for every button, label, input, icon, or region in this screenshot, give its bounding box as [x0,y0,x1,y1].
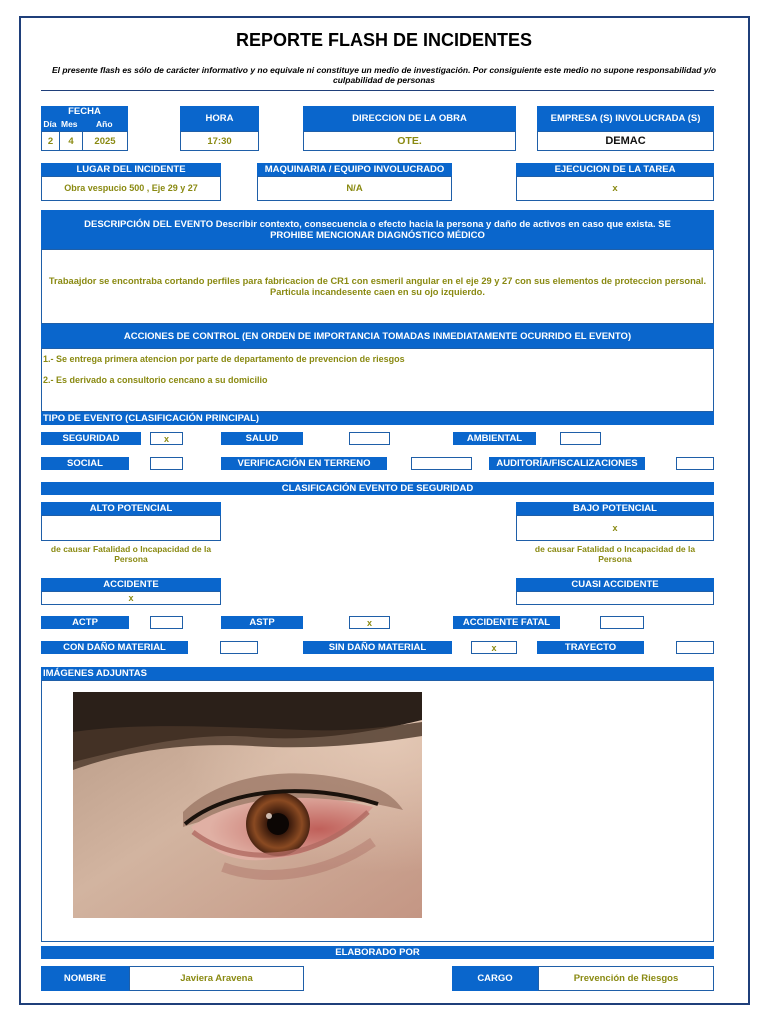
lugar-header: LUGAR DEL INCIDENTE [41,163,221,176]
maquinaria-header: MAQUINARIA / EQUIPO INVOLUCRADO [257,163,452,176]
alto-potencial-note: de causar Fatalidad o Incapacidad de la Persona [50,544,212,564]
fecha-mes-value: 4 [68,135,74,147]
bajo-potencial-note: de causar Fatalidad o Incapacidad de la Persona [534,544,696,564]
bajo-potencial-box[interactable] [516,515,714,541]
injured-eye-photo [73,692,422,918]
report-title: REPORTE FLASH DE INCIDENTES [235,30,533,50]
seguridad-mark: x [163,433,169,444]
verificacion-checkbox[interactable] [411,457,472,470]
alto-potencial-label: ALTO POTENCIAL [41,502,221,515]
fecha-dia-label: Día [41,117,59,131]
verificacion-mark [412,458,471,469]
direccion-value: OTE. [397,134,422,147]
cargo-value: Prevención de Riesgos [573,973,679,984]
con-dano-material-label: CON DAÑO MATERIAL [41,641,188,654]
astp-checkbox[interactable] [349,616,390,629]
ambiental-checkbox[interactable] [560,432,601,445]
cuasi-accidente-mark [517,592,713,604]
social-mark [151,458,182,469]
astp-label: ASTP [221,616,303,629]
seguridad-label: SEGURIDAD [41,432,141,445]
descripcion-text: Trabaajdor se encontraba cortando perfiles para fabricacion de CR1 con esmeril angular en el eje 29 y 27 con sus elementos de proteccion personal. Particula incandesente caen en su ojo izquierdo. [48,275,707,297]
bajo-potencial-label: BAJO POTENCIAL [516,502,714,515]
imagenes-header: IMÁGENES ADJUNTAS [41,667,714,680]
ambiental-mark [561,433,600,444]
cargo-label: CARGO [452,966,538,991]
nombre-label: NOMBRE [41,966,129,991]
accidente-fatal-mark [601,617,643,628]
auditoria-checkbox[interactable] [676,457,714,470]
maquinaria-value: N/A [346,183,363,194]
con-dano-material-mark [221,642,257,653]
salud-mark [350,433,389,444]
salud-checkbox[interactable] [349,432,390,445]
accidente-fatal-label: ACCIDENTE FATAL [453,616,560,629]
trayecto-checkbox[interactable] [676,641,714,654]
sin-dano-material-mark: x [491,642,497,653]
verificacion-label: VERIFICACIÓN EN TERRENO [221,457,387,470]
fecha-anio-value: 2025 [94,135,116,147]
elaborado-header: ELABORADO POR [41,946,714,959]
fecha-dia-value: 2 [47,135,54,147]
eye-photo-image [73,692,422,918]
actp-checkbox[interactable] [150,616,183,629]
fecha-anio-label: Año [88,117,128,131]
astp-mark: x [366,617,372,628]
cuasi-accidente-label: CUASI ACCIDENTE [516,578,714,591]
social-label: SOCIAL [41,457,129,470]
ambiental-label: AMBIENTAL [453,432,536,445]
clasificacion-header: CLASIFICACIÓN EVENTO DE SEGURIDAD [41,482,714,495]
salud-label: SALUD [221,432,303,445]
empresa-value: DEMAC [605,134,646,147]
accidente-mark: x [128,593,134,603]
hora-header: HORA [180,106,259,131]
auditoria-label: AUDITORÍA/FISCALIZACIONES [489,457,645,470]
con-dano-material-checkbox[interactable] [220,641,258,654]
actp-label: ACTP [41,616,129,629]
seguridad-checkbox[interactable] [150,432,183,445]
lugar-value: Obra vespucio 500 , Eje 29 y 27 [64,183,198,193]
trayecto-label: TRAYECTO [537,641,644,654]
ejecucion-value: x [612,183,618,194]
cuasi-accidente-box[interactable] [516,591,714,605]
accidente-label: ACCIDENTE [41,578,221,591]
empresa-header: EMPRESA (S) INVOLUCRADA (S) [537,106,714,131]
sin-dano-material-label: SIN DAÑO MATERIAL [303,641,452,654]
acciones-item: 2.- Es derivado a consultorio cencano a su domicilio [43,375,268,385]
alto-potencial-mark [42,516,220,540]
bajo-potencial-mark: x [612,523,618,533]
fecha-mes-label: Mes [59,117,88,131]
fecha-header: FECHA [41,106,128,117]
sin-dano-material-checkbox[interactable] [471,641,517,654]
report-disclaimer: El presente flash es sólo de carácter informativo y no equivale ni constituye un medio de investigación. Por consiguiente este medio no supone responsabilidad y/o culpabilidad de personas [51,65,717,85]
tipo-evento-header: TIPO DE EVENTO (CLASIFICACIÓN PRINCIPAL) [41,412,714,425]
alto-potencial-box[interactable] [41,515,221,541]
acciones-item: 1.- Se entrega primera atencion por parte de departamento de prevencion de riesgos [43,354,405,364]
nombre-value: Javiera Aravena [180,973,253,984]
direccion-header: DIRECCION DE LA OBRA [303,106,516,131]
actp-mark [151,617,182,628]
accidente-fatal-checkbox[interactable] [600,616,644,629]
divider [41,90,714,91]
descripcion-header: DESCRIPCIÓN DEL EVENTO Describir contexto, consecuencia o efecto hacia la persona y daño de activos en caso que exista. SE PROHIBE MENCIONAR DIAGNÓSTICO MÉDICO [41,210,714,249]
ejecucion-header: EJECUCION DE LA TAREA [516,163,714,176]
acciones-header: ACCIONES DE CONTROL (EN ORDEN DE IMPORTANCIA TOMADAS INMEDIATAMENTE OCURRIDO EL EVENTO) [41,324,714,348]
social-checkbox[interactable] [150,457,183,470]
hora-value: 17:30 [207,135,232,147]
trayecto-mark [677,642,713,653]
auditoria-mark [677,458,713,469]
accidente-box[interactable] [41,591,221,605]
